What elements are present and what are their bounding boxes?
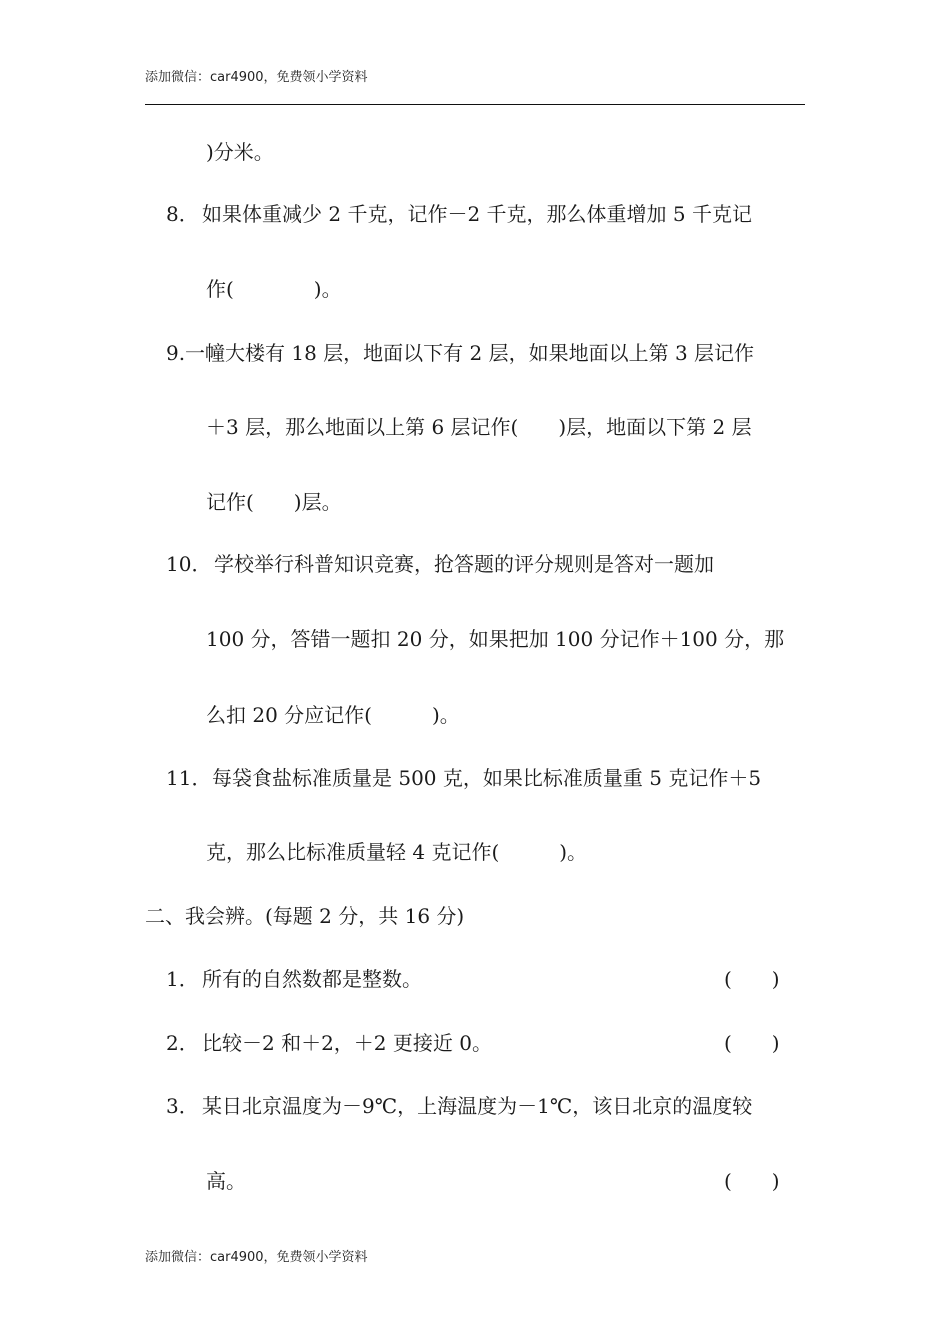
q9-number: 9. xyxy=(166,341,186,365)
q11-line2: 克，那么比标准质量轻 4 克记作( )。 xyxy=(206,840,588,864)
tf-q3-answer-blank: ( ) xyxy=(724,1169,780,1193)
q10-number: 10． xyxy=(166,552,212,576)
header-divider xyxy=(145,104,805,105)
tf-q2-answer-blank: ( ) xyxy=(724,1031,780,1055)
page-header: 添加微信：car4900，免费领小学资料 xyxy=(145,70,368,85)
section-heading: 二、我会辨。(每题 2 分，共 16 分) xyxy=(145,904,465,928)
q9-line3: 记作( )层。 xyxy=(206,490,342,514)
q9-line1: 一幢大楼有 18 层，地面以下有 2 层，如果地面以上第 3 层记作 xyxy=(185,341,755,365)
tf-q3-line1: 某日北京温度为－9℃，上海温度为－1℃，该日北京的温度较 xyxy=(202,1094,753,1118)
tf-q3-number: 3． xyxy=(166,1094,199,1118)
q8-number: 8． xyxy=(166,202,199,226)
q11-line1: 每袋食盐标准质量是 500 克，如果比标准质量重 5 克记作＋5 xyxy=(212,766,762,790)
q11-number: 11． xyxy=(166,766,212,790)
tf-q1-answer-blank: ( ) xyxy=(724,967,780,991)
q10-line1: 学校举行科普知识竞赛，抢答题的评分规则是答对一题加 xyxy=(214,552,714,576)
tf-q2-number: 2． xyxy=(166,1031,199,1055)
q8-line1: 如果体重减少 2 千克，记作－2 千克，那么体重增加 5 千克记 xyxy=(202,202,752,226)
page-footer: 添加微信：car4900，免费领小学资料 xyxy=(145,1250,368,1265)
q10-line3: 么扣 20 分应记作( )。 xyxy=(206,703,460,727)
q9-line2: ＋3 层，那么地面以上第 6 层记作( )层，地面以下第 2 层 xyxy=(206,415,752,439)
tf-q1-text: 所有的自然数都是整数。 xyxy=(202,967,422,991)
q7-continuation: )分米。 xyxy=(206,140,274,164)
tf-q2-text: 比较－2 和＋2，＋2 更接近 0。 xyxy=(202,1031,492,1055)
q10-line2: 100 分，答错一题扣 20 分，如果把加 100 分记作＋100 分，那 xyxy=(206,627,785,651)
tf-q1-number: 1． xyxy=(166,967,199,991)
q8-line2: 作( )。 xyxy=(206,277,342,301)
tf-q3-line2: 高。 xyxy=(206,1169,246,1193)
